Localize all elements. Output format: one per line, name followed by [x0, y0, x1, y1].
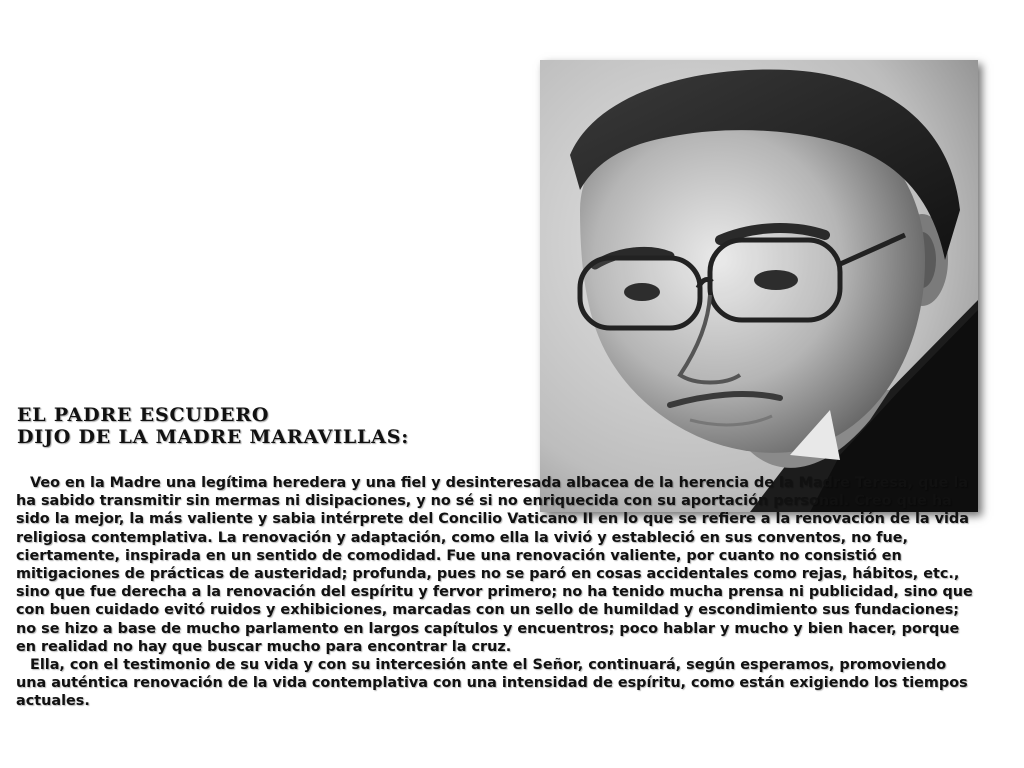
portrait-illustration: [540, 60, 978, 512]
heading: [17, 404, 409, 448]
heading-line-2: DIJO DE LA MADRE MARAVILLAS:: [17, 426, 410, 448]
quote-body: [16, 474, 976, 711]
quote-paragraph-1: Veo en la Madre una legítima heredera y una fiel y desinteresada albacea de la herencia de la Madre Teresa, que la ha sabido transmitir sin mermas ni disipaciones, y no sé si no enriquecida con su aportación personal. Creo que ha sido la mejor, la más valiente y sabia intérprete del Concilio Vaticano II en lo que se refiere a la renovación de la vida religiosa contemplativa. La renovación y adaptación, como ella la vivió y estableció en sus conventos, no fue, ciertamente, inspirada en un sentido de comodidad. Fue una renovación valiente, por cuanto no consistió en mitigaciones de prácticas de austeridad; profunda, pues no se paró en cosas accidentales como rejas, hábitos, etc., sino que fue derecha a la renovación del espíritu y fervor primero; no ha tenido mucha prensa ni publicidad, sino que con buen cuidado evitó ruidos y exhibiciones, marcadas con un sello de humildad y escondimiento sus fundaciones; no se hizo a base de mucho parlamento en largos capítulos y encuentros; poco hablar y mucho y bien hacer, porque en realidad no hay que buscar mucho para encontrar la cruz.: [16, 475, 973, 655]
portrait-photo: [540, 60, 978, 512]
heading-line-1: EL PADRE ESCUDERO: [17, 404, 270, 426]
quote-paragraph-2: Ella, con el testimonio de su vida y con su intercesión ante el Señor, continuará, según esperamos, promoviendo una auténtica renovación de la vida contemplativa con una intensidad de espíritu, como están exigiendo los tiempos actuales.: [16, 657, 968, 710]
